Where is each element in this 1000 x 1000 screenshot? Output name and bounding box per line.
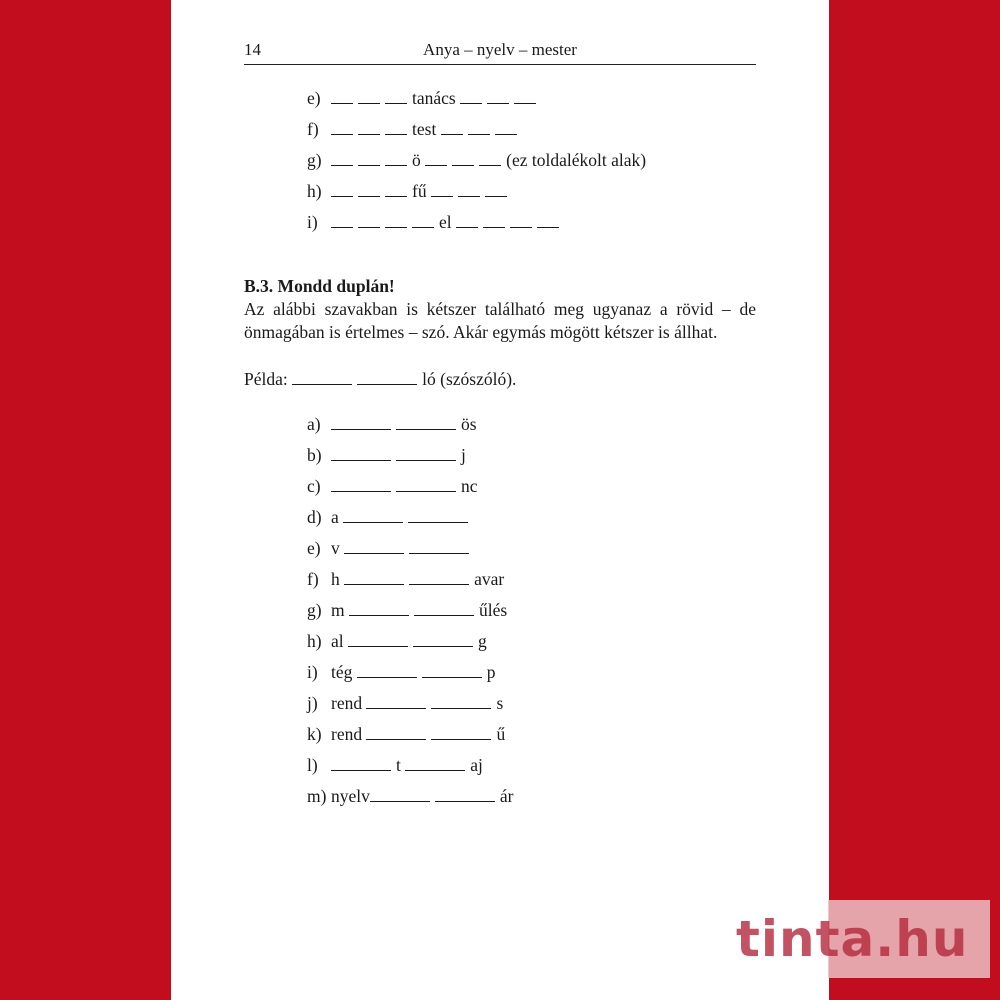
word-prefix: tég bbox=[331, 662, 353, 682]
blank bbox=[366, 692, 426, 709]
item-label: l) bbox=[307, 755, 318, 775]
blank bbox=[385, 149, 407, 166]
example-prefix: Példa: bbox=[244, 369, 288, 389]
word-suffix: nc bbox=[461, 476, 478, 496]
blank bbox=[409, 537, 469, 554]
word-stem: test bbox=[412, 119, 437, 139]
page-number: 14 bbox=[244, 40, 261, 59]
item-label: m) bbox=[307, 786, 327, 806]
item-label: c) bbox=[307, 476, 321, 496]
word-prefix: v bbox=[331, 538, 340, 558]
exercise-row bbox=[307, 149, 646, 171]
blank bbox=[331, 118, 353, 135]
exercise-row bbox=[307, 211, 564, 233]
blank bbox=[495, 118, 517, 135]
blank bbox=[431, 723, 491, 740]
word-prefix: nyelv bbox=[331, 786, 370, 806]
blank bbox=[385, 118, 407, 135]
exercise-row bbox=[307, 444, 466, 466]
blank bbox=[408, 506, 468, 523]
word-stem: el bbox=[439, 212, 452, 232]
blank bbox=[441, 118, 463, 135]
blank bbox=[396, 413, 456, 430]
section-instructions: Az alábbi szavakban is kétszer található meg ugyanaz a rövid – de önmagában is értelmes – szó. Akár egymás mögött kétszer is állhat. bbox=[244, 299, 756, 342]
blank bbox=[331, 413, 391, 430]
item-label: d) bbox=[307, 507, 322, 527]
blank bbox=[358, 211, 380, 228]
blank bbox=[348, 630, 408, 647]
word-stem: fű bbox=[412, 181, 427, 201]
exercise-row bbox=[307, 785, 514, 807]
example-suffix: ló (szószóló). bbox=[422, 369, 517, 389]
blank bbox=[458, 180, 480, 197]
item-label: i) bbox=[307, 662, 318, 682]
blank bbox=[292, 368, 352, 385]
item-label: i) bbox=[307, 212, 318, 232]
item-label: k) bbox=[307, 724, 322, 744]
blank bbox=[366, 723, 426, 740]
exercise-row bbox=[307, 413, 477, 435]
word-suffix: ár bbox=[499, 786, 514, 806]
word-stem: tanács bbox=[412, 88, 456, 108]
watermark-badge bbox=[736, 900, 990, 978]
blank bbox=[425, 149, 447, 166]
exercise-row bbox=[307, 87, 541, 109]
word-prefix: rend bbox=[331, 724, 363, 744]
blank bbox=[349, 599, 409, 616]
exercise-row bbox=[307, 754, 483, 776]
item-label: j) bbox=[307, 693, 318, 713]
blank bbox=[405, 754, 465, 771]
blank bbox=[435, 785, 495, 802]
blank bbox=[431, 180, 453, 197]
exercise-row bbox=[307, 630, 487, 652]
blank bbox=[414, 599, 474, 616]
blank bbox=[331, 754, 391, 771]
blank bbox=[358, 87, 380, 104]
blank bbox=[331, 180, 353, 197]
section-title: B.3. Mondd duplán! bbox=[244, 276, 395, 296]
blank bbox=[537, 211, 559, 228]
blank bbox=[452, 149, 474, 166]
blank bbox=[385, 87, 407, 104]
exercise-row bbox=[307, 692, 503, 714]
word-prefix: al bbox=[331, 631, 344, 651]
blank bbox=[431, 692, 491, 709]
item-label: f) bbox=[307, 569, 319, 589]
watermark-text: tinta.hu bbox=[736, 910, 969, 968]
blank bbox=[331, 87, 353, 104]
exercise-row bbox=[307, 475, 478, 497]
word-prefix: a bbox=[331, 507, 339, 527]
word-suffix: ös bbox=[461, 414, 477, 434]
blank bbox=[343, 506, 403, 523]
word-prefix: rend bbox=[331, 693, 363, 713]
blank bbox=[331, 444, 391, 461]
exercise-row bbox=[307, 537, 474, 559]
word-suffix: avar bbox=[474, 569, 505, 589]
blank bbox=[357, 661, 417, 678]
blank bbox=[468, 118, 490, 135]
item-label: b) bbox=[307, 445, 322, 465]
blank bbox=[422, 661, 482, 678]
exercise-row bbox=[307, 723, 505, 745]
item-label: e) bbox=[307, 538, 321, 558]
exercise-row bbox=[307, 180, 512, 202]
running-title: Anya – nyelv – mester bbox=[423, 40, 577, 59]
exercise-row bbox=[307, 118, 522, 140]
blank bbox=[412, 211, 434, 228]
blank bbox=[396, 444, 456, 461]
word-middle: t bbox=[396, 755, 401, 775]
blank bbox=[344, 568, 404, 585]
exercise-row bbox=[307, 568, 504, 590]
blank bbox=[344, 537, 404, 554]
example-line bbox=[244, 368, 516, 390]
word-stem: ö bbox=[412, 150, 421, 170]
blank bbox=[331, 149, 353, 166]
exercise-row bbox=[307, 599, 507, 621]
word-suffix: ű bbox=[496, 724, 506, 744]
blank bbox=[370, 785, 430, 802]
blank bbox=[483, 211, 505, 228]
item-label: h) bbox=[307, 631, 322, 651]
blank bbox=[396, 475, 456, 492]
blank bbox=[385, 180, 407, 197]
blank bbox=[358, 149, 380, 166]
blank bbox=[409, 568, 469, 585]
item-label: e) bbox=[307, 88, 321, 108]
item-label: f) bbox=[307, 119, 319, 139]
blank bbox=[514, 87, 536, 104]
blank bbox=[460, 87, 482, 104]
word-prefix: m bbox=[331, 600, 345, 620]
exercise-row bbox=[307, 506, 473, 528]
blank bbox=[510, 211, 532, 228]
item-label: h) bbox=[307, 181, 322, 201]
word-suffix: g bbox=[478, 631, 487, 651]
word-suffix: aj bbox=[470, 755, 483, 775]
page-header bbox=[244, 40, 756, 65]
blank bbox=[331, 475, 391, 492]
book-page bbox=[171, 0, 829, 1000]
item-label: g) bbox=[307, 150, 322, 170]
blank bbox=[358, 118, 380, 135]
blank bbox=[358, 180, 380, 197]
item-label: a) bbox=[307, 414, 321, 434]
word-suffix: j bbox=[461, 445, 466, 465]
blank bbox=[357, 368, 417, 385]
word-suffix: űlés bbox=[479, 600, 508, 620]
item-note: (ez toldalékolt alak) bbox=[506, 150, 647, 170]
blank bbox=[331, 211, 353, 228]
blank bbox=[456, 211, 478, 228]
blank bbox=[487, 87, 509, 104]
blank bbox=[385, 211, 407, 228]
word-suffix: s bbox=[496, 693, 504, 713]
blank bbox=[479, 149, 501, 166]
item-label: g) bbox=[307, 600, 322, 620]
word-suffix: p bbox=[486, 662, 496, 682]
word-prefix: h bbox=[331, 569, 340, 589]
exercise-row bbox=[307, 661, 496, 683]
blank bbox=[413, 630, 473, 647]
blank bbox=[485, 180, 507, 197]
